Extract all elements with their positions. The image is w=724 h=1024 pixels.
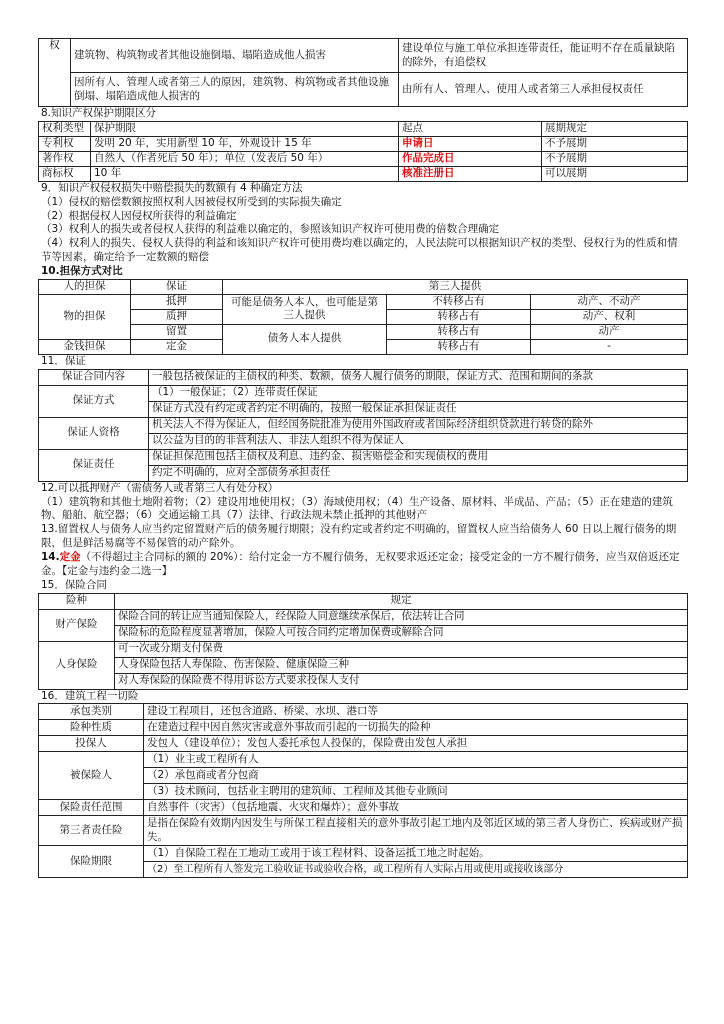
cell: 物的担保 — [39, 294, 131, 339]
ip-type: 商标权 — [39, 166, 91, 181]
row-text: 是指在保险有效期内因发生与所保工程直接相关的意外事故引起工地内及邻近区域的第三者人身伤亡、疾病或财产损失。 — [144, 816, 688, 846]
row-text: 对人寿保险的保险费不得用诉讼方式要求投保人支付 — [115, 673, 688, 689]
row-label: 保证合同内容 — [39, 369, 149, 385]
row-text: 建设工程项目，还包含道路、桥梁、水坝、港口等 — [144, 704, 688, 720]
row-text: 一般包括被保证的主债权的种类、数额，债务人履行债务的期限，保证方式、范围和期间的条款 — [149, 369, 688, 385]
header-cell: 展期规定 — [542, 121, 688, 136]
row-text: （1）一般保证；（2）连带责任保证 — [149, 385, 688, 401]
guarantee-table — [38, 279, 688, 355]
row-text: 机关法人不得为保证人，但经国务院批准为使用外国政府或者国际经济组织贷款进行转贷的除外 — [149, 417, 688, 433]
row-text: 发包人（建设单位）；发包人委托承包人投保的，保险费由发包人承担 — [144, 736, 688, 752]
section-11-title: 11．保证 — [41, 354, 86, 367]
ip-start: 核准注册日 — [399, 166, 542, 181]
deposit-text: （不得超过主合同标的额的 20%）：给付定金一方不履行债务，无权要求返还定金；接受定金的一方不履行债务，应当双倍返还定金。【定金与违约金二选一】 — [41, 551, 680, 577]
cell: 金钱担保 — [39, 339, 131, 354]
tort-liability: 由所有人、管理人、使用人或者第三人承担侵权责任 — [399, 73, 688, 107]
section-number: 14. — [41, 551, 60, 564]
cell: 债务人本人提供 — [223, 324, 387, 354]
row-label: 第三者责任险 — [39, 816, 144, 846]
cell: 可能是债务人本人，也可能是第三人提供 — [223, 294, 387, 324]
insurance-table — [38, 593, 688, 690]
tort-left-label: 权 — [39, 39, 71, 107]
list-item: （3）权利人的损失或者侵权人获得的利益难以确定的，参照该知识产权许可使用费的倍数合理确定 — [41, 223, 500, 236]
surety-table — [38, 369, 688, 482]
cell: 动产、权利 — [531, 309, 688, 324]
row-text: 人身保险包括人寿保险、伤害保险、健康保险三种 — [115, 657, 688, 673]
cell: 动产 — [531, 324, 688, 339]
section-16-title: 16．建筑工程一切险 — [41, 689, 139, 702]
row-label: 人身保险 — [39, 641, 115, 689]
row-text: 在建造过程中因自然灾害或意外事故而引起的一切损失的险种 — [144, 720, 688, 736]
row-text: （1）自保险工程在工地动工或用于该工程材料、设备运抵工地之时起始。 — [144, 846, 688, 862]
tort-case: 因所有人、管理人或者第三人的原因，建筑物、构筑物或者其他设施倒塌、塌陷造成他人损害的 — [71, 73, 399, 107]
ip-term: 10 年 — [91, 166, 399, 181]
ip-extension: 不予展期 — [542, 151, 688, 166]
header-cell: 规定 — [115, 593, 688, 609]
row-text: （1）业主或工程所有人 — [144, 752, 688, 768]
row-text: 保险合同的转让应当通知保险人，经保险人同意继续承保后，依法转让合同 — [115, 609, 688, 625]
section-15-title: 15．保险合同 — [41, 578, 107, 591]
row-label: 保险责任范围 — [39, 800, 144, 816]
document-page — [38, 40, 688, 878]
row-text: 以公益为目的的非营利法人、非法人组织不得为保证人 — [149, 433, 688, 449]
tort-liability: 建设单位与施工单位承担连带责任，能证明不存在质量缺陷的除外，有追偿权 — [399, 39, 688, 73]
cell: 转移占有 — [387, 339, 531, 354]
row-label: 保证方式 — [39, 385, 149, 417]
paragraph: （1）建筑物和其他土地附着物；（2）建设用地使用权；（3）海域使用权；（4）生产设备、原材料、半成品、产品；（5）正在建造的建筑物、船舶、航空器；（6）交通运输工具（7）法律、行政法规未禁止抵押的其他财产 — [41, 495, 673, 522]
construction-insurance-table — [38, 703, 688, 878]
cell: 保证 — [131, 279, 223, 294]
keyword-deposit: 定金 — [59, 551, 81, 564]
row-label: 财产保险 — [39, 609, 115, 641]
cell: 动产、不动产 — [531, 294, 688, 309]
row-text: 可一次或分期支付保费 — [115, 641, 688, 657]
row-label: 保证责任 — [39, 449, 149, 481]
list-item: （4）权利人的损失、侵权人获得的利益和该知识产权许可使用费均难以确定的，人民法院可以根据知识产权的类型、侵权行为的性质和情节等因素，确定给予一定数额的赔偿 — [41, 237, 678, 264]
ip-extension: 不予展期 — [542, 136, 688, 151]
cell: 人的担保 — [39, 279, 131, 294]
cell: 转移占有 — [387, 309, 531, 324]
row-label: 被保险人 — [39, 752, 144, 800]
row-text: 保证担保范围包括主债权及利息、违约金、损害赔偿金和实现债权的费用 — [149, 449, 688, 465]
row-label: 保证人资格 — [39, 417, 149, 449]
paragraph-deposit — [38, 551, 688, 579]
ip-term: 发明 20 年，实用新型 10 年，外观设计 15 年 — [91, 136, 399, 151]
ip-type: 专利权 — [39, 136, 91, 151]
header-cell: 权利类型 — [39, 121, 91, 136]
row-text: 约定不明确的，应对全部债务承担责任 — [149, 465, 688, 481]
section-12-title: 12.可以抵押财产（需债务人或者第三人有处分权） — [41, 481, 279, 494]
cell: 转移占有 — [387, 324, 531, 339]
cell: - — [531, 339, 688, 354]
ip-extension: 可以展期 — [542, 166, 688, 181]
row-label: 险种性质 — [39, 720, 144, 736]
tort-table — [38, 38, 688, 107]
header-cell: 保护期限 — [91, 121, 399, 136]
row-text: （3）技术顾问，包括业主聘用的建筑师、工程师及其他专业顾问 — [144, 784, 688, 800]
row-label: 投保人 — [39, 736, 144, 752]
cell: 不转移占有 — [387, 294, 531, 309]
header-cell: 险种 — [39, 593, 115, 609]
ip-term-table — [38, 121, 688, 182]
tort-case: 建筑物、构筑物或者其他设施倒塌、塌陷造成他人损害 — [71, 39, 399, 73]
row-text: 自然事件（灾害）（包括地震、火灾和爆炸）；意外事故 — [144, 800, 688, 816]
list-item: （1）侵权的赔偿数额按照权利人因被侵权所受到的实际损失确定 — [41, 195, 342, 208]
ip-start: 申请日 — [399, 136, 542, 151]
row-text: （2）至工程所有人签发完工验收证书或验收合格，或工程所有人实际占用或使用或接收该部分 — [144, 862, 688, 878]
ip-start: 作品完成日 — [399, 151, 542, 166]
row-text: 保险标的危险程度显著增加，保险人可按合同约定增加保费或解除合同 — [115, 625, 688, 641]
ip-type: 著作权 — [39, 151, 91, 166]
section-10-title: 10.担保方式对比 — [41, 265, 123, 278]
section-9-title: 9．知识产权侵权损失中赔偿损失的数额有 4 种确定方法 — [41, 181, 303, 194]
cell: 定金 — [131, 339, 223, 354]
header-cell: 起点 — [399, 121, 542, 136]
ip-term: 自然人（作者死后 50 年）；单位（发表后 50 年） — [91, 151, 399, 166]
cell: 抵押 — [131, 294, 223, 309]
row-text: 保证方式没有约定或者约定不明确的，按照一般保证承担保证责任 — [149, 401, 688, 417]
cell: 第三人提供 — [223, 279, 688, 294]
list-item: （2）根据侵权人因侵权所获得的利益确定 — [41, 209, 237, 222]
row-text: （2）承包商或者分包商 — [144, 768, 688, 784]
section-8-title: 8.知识产权保护期限区分 — [41, 107, 157, 119]
paragraph: 13.留置权人与债务人应当约定留置财产后的债务履行期限；没有约定或者约定不明确的，留置权人应当给债务人 60 日以上履行债务的期限，但是鲜活易腐等不易保管的动产除外。 — [41, 523, 677, 550]
row-label: 承包类别 — [39, 704, 144, 720]
cell: 质押 — [131, 309, 223, 324]
row-label: 保险期限 — [39, 846, 144, 878]
cell: 留置 — [131, 324, 223, 339]
